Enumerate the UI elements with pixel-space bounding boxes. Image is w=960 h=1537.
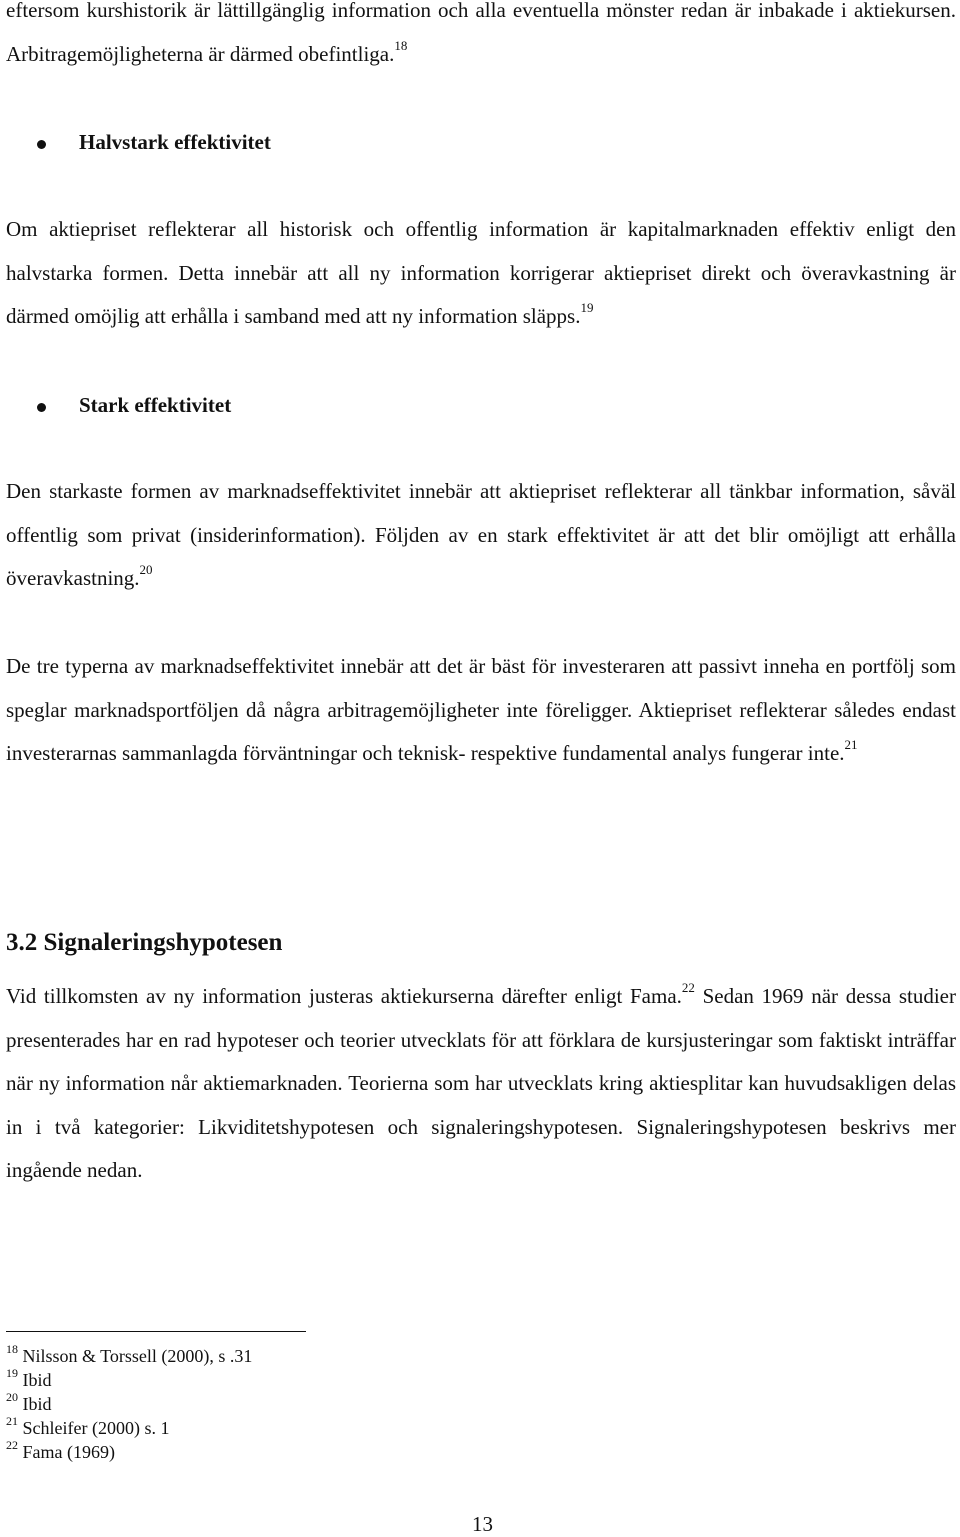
footnotes [6, 1344, 252, 1464]
footnote-ref-20: 20 [139, 562, 153, 577]
summary-paragraph: De tre typerna av marknadseffektivitet innebär att det är bäst för investeraren att passivt inneha en portfölj som speglar marknadsportföljen då några arbitragemöjligheter inte föreligger. Aktiepriset reflekterar således endast investerarnas sammanlagda förväntningar och teknisk- respektive fundamental analys fungerar inte.$^{21}$ [6, 654, 956, 765]
footnote-separator [6, 1331, 306, 1332]
page-number: 13 [472, 1512, 493, 1536]
footnote-ref-18: 18 [394, 37, 408, 53]
bullet-halvstark [6, 130, 956, 160]
bullet-icon [37, 140, 46, 149]
bullet-stark [6, 393, 956, 423]
footnote-item: $^{21}$ Schleifer (2000) s. 1 [6, 1414, 170, 1438]
section-heading: 3.2 Signaleringshypotesen [6, 929, 283, 956]
bullet-heading-halvstark: Halvstark effektivitet [79, 130, 271, 154]
footnote-item: $^{18}$ Nilsson & Torssell (2000), s .31 [6, 1342, 253, 1366]
footnote-item: $^{19}$ Ibid [6, 1366, 52, 1390]
halvstark-paragraph: Om aktiepriset reflekterar all historisk och offentlig information är kapitalmarknaden effektiv enligt den halvstarka formen. Detta innebär att all ny information korrigerar aktiepriset direkt och överavkastning är därmed omöjlig att erhålla i samband med att ny information släpps.$^{19}$ [6, 217, 956, 328]
footnote-item: $^{22}$ Fama (1969) [6, 1438, 115, 1462]
footnote-item: $^{20}$ Ibid [6, 1390, 52, 1414]
intro-paragraph: eftersom kurshistorik är lättillgänglig information och alla eventuella mönster redan är inbakade i aktiekursen. Arbitragemöjligheterna är därmed obefintliga.$^{18}$ [6, 0, 956, 66]
bullet-icon [37, 403, 46, 412]
footnote-ref-21: 21 [844, 737, 858, 752]
footnote-ref-19: 19 [580, 300, 594, 315]
bullet-heading-stark: Stark effektivitet [79, 393, 232, 417]
stark-paragraph: Den starkaste formen av marknadseffektivitet innebär att aktiepriset reflekterar all tänkbar information, såväl offentlig som privat (insiderinformation). Följden av en stark effektivitet är att det blir omöjligt att erhålla överavkastning.$^{20}$ [6, 479, 956, 590]
footnote-ref-22: 22 [681, 980, 695, 995]
section-paragraph: Vid tillkomsten av ny information justeras aktiekurserna därefter enligt Fama.$^{22}$ Sedan 1969 när dessa studier presenterades har en rad hypoteser och teorier utvecklats för att förklara de kursjusteringar som faktiskt inträffar när ny information når aktiemarknaden. Teorierna som har utvecklats kring aktiesplitar kan huvudsakligen delas in i två kategorier: Likviditetshypotesen och signaleringshypotesen. Signaleringshypotesen beskrivs mer ingående nedan. [6, 980, 956, 1182]
